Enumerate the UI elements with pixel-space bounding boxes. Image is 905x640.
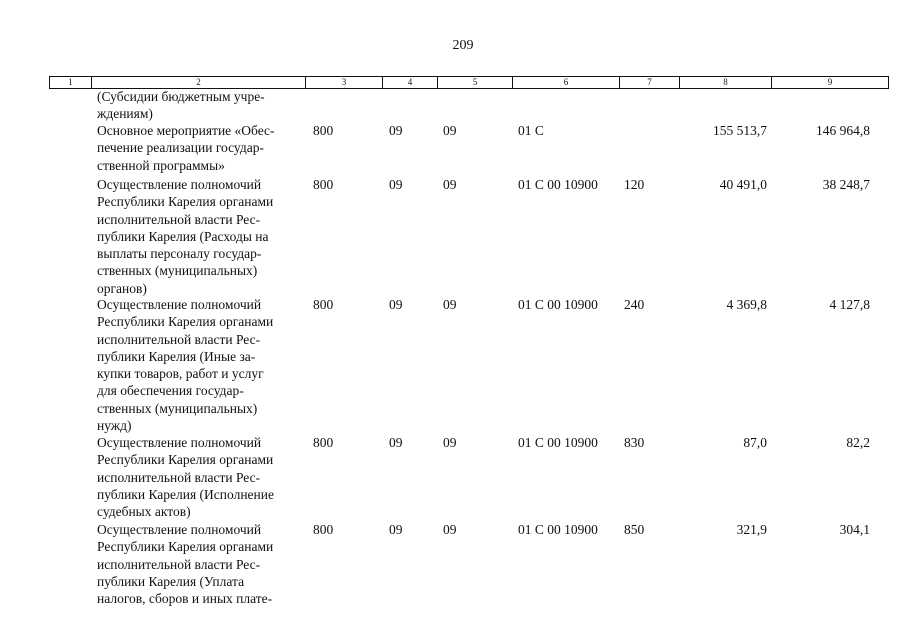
header-col-3: 3 (341, 77, 347, 87)
description-line: Осуществление полномочий (97, 177, 262, 192)
description-line: Республики Карелия органами (97, 539, 274, 555)
description-line: печение реализации государ- (97, 140, 264, 156)
cell-department: 800 (313, 297, 334, 312)
description-line: исполнительной власти Рес- (97, 469, 261, 485)
cell-amount-2: 304,1 (839, 522, 870, 537)
header-col-2: 2 (196, 77, 201, 87)
cell-expense-type: 830 (624, 435, 645, 450)
cell-subsection: 09 (443, 435, 457, 450)
header-col-6: 6 (563, 77, 569, 87)
cell-amount-1: 87,0 (743, 435, 767, 450)
cell-expense-type: 240 (624, 297, 645, 312)
description-line: публики Карелия (Уплата (97, 573, 245, 589)
cell-target-article: 01 С 00 10900 (518, 522, 598, 537)
cell-subsection: 09 (443, 522, 457, 537)
description-line: ственной программы» (97, 157, 225, 173)
cell-section: 09 (389, 297, 403, 312)
header-col-7: 7 (647, 77, 652, 87)
cell-target-article: 01 С 00 10900 (518, 177, 598, 192)
cell-amount-2: 82,2 (846, 435, 870, 450)
description-line: судебных актов) (97, 504, 191, 520)
page-number: 209 (452, 38, 474, 53)
cell-department: 800 (313, 123, 334, 138)
cell-amount-2: 38 248,7 (822, 177, 870, 192)
description-line: исполнительной власти Рес- (97, 556, 261, 572)
row-description (97, 176, 307, 297)
cell-amount-2: 4 127,8 (829, 297, 870, 312)
cell-section: 09 (389, 435, 403, 450)
cell-subsection: 09 (443, 297, 457, 312)
row-description (97, 434, 307, 520)
description-line: купки товаров, работ и услуг (97, 366, 264, 382)
cell-subsection: 09 (443, 123, 457, 138)
cell-subsection: 09 (443, 177, 457, 192)
description-line: выплаты персоналу государ- (97, 246, 262, 262)
header-col-4: 4 (407, 77, 413, 87)
row-description (97, 88, 307, 123)
description-line: публики Карелия (Расходы на (97, 228, 269, 244)
description-line: (Субсидии бюджетным учре- (97, 89, 265, 104)
description-line: исполнительной власти Рес- (97, 331, 261, 347)
cell-section: 09 (389, 177, 403, 192)
description-line: нужд) (97, 418, 132, 434)
description-line: Республики Карелия органами (97, 452, 274, 468)
row-description (97, 296, 307, 434)
description-line: для обеспечения государ- (97, 383, 244, 399)
cell-target-article: 01 С (518, 123, 544, 138)
cell-amount-1: 321,9 (736, 522, 767, 537)
description-line: ждениям) (97, 106, 153, 122)
description-line: ственных (муниципальных) (97, 263, 258, 279)
cell-amount-1: 155 513,7 (713, 123, 767, 138)
cell-target-article: 01 С 00 10900 (518, 297, 598, 312)
description-line: публики Карелия (Исполнение (97, 486, 274, 502)
description-line: Республики Карелия органами (97, 194, 274, 210)
cell-department: 800 (313, 177, 334, 192)
description-line: исполнительной власти Рес- (97, 211, 261, 227)
description-line: органов) (97, 280, 147, 296)
description-line: Осуществление полномочий (97, 435, 262, 450)
header-col-8: 8 (723, 77, 728, 87)
row-description (97, 122, 307, 174)
cell-department: 800 (313, 522, 334, 537)
cell-target-article: 01 С 00 10900 (518, 435, 598, 450)
description-line: Осуществление полномочий (97, 522, 262, 537)
cell-amount-1: 4 369,8 (726, 297, 767, 312)
description-line: налогов, сборов и иных плате- (97, 591, 273, 607)
cell-expense-type: 120 (624, 177, 645, 192)
header-col-1: 1 (68, 77, 73, 87)
cell-department: 800 (313, 435, 334, 450)
description-line: ственных (муниципальных) (97, 400, 258, 416)
description-line: Республики Карелия органами (97, 314, 274, 330)
cell-expense-type: 850 (624, 522, 645, 537)
description-line: публики Карелия (Иные за- (97, 348, 256, 364)
description-line: Осуществление полномочий (97, 297, 262, 312)
cell-section: 09 (389, 522, 403, 537)
row-description (97, 521, 307, 607)
cell-amount-2: 146 964,8 (816, 123, 870, 138)
header-col-5: 5 (472, 77, 478, 87)
cell-section: 09 (389, 123, 403, 138)
description-line: Основное мероприятие «Обес- (97, 123, 275, 138)
cell-amount-1: 40 491,0 (719, 177, 767, 192)
header-col-9: 9 (827, 77, 833, 87)
